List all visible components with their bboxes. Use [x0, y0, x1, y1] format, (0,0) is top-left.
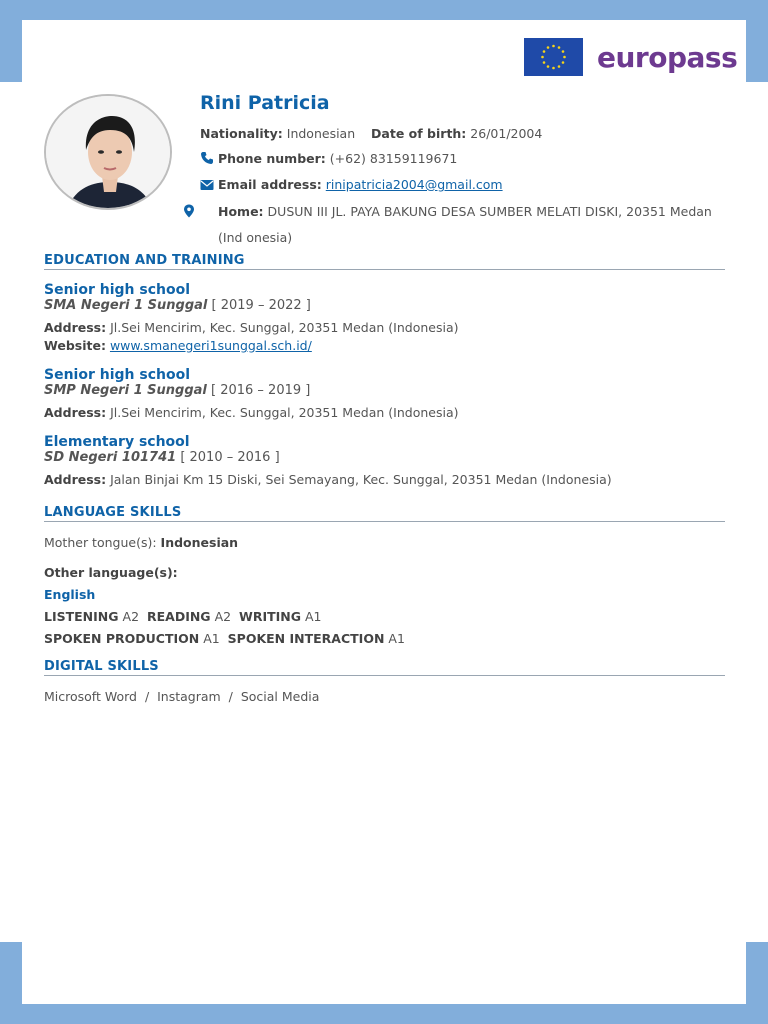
envelope-icon	[200, 175, 214, 200]
spoken-interaction-level: A1	[388, 631, 405, 646]
nationality-label: Nationality:	[200, 126, 283, 141]
dob-label: Date of birth:	[371, 126, 467, 141]
digital-skill: Instagram	[157, 689, 221, 704]
phone-value: (+62) 83159119671	[329, 150, 458, 166]
writing-level: A1	[304, 609, 322, 624]
listening-level: A2	[122, 609, 140, 624]
education-section	[44, 253, 725, 489]
email-label: Email address:	[218, 177, 322, 192]
page-band-right	[746, 82, 768, 942]
eu-flag-icon	[524, 38, 583, 76]
education-entry	[44, 282, 725, 355]
education-entry-dates: [ 2010 – 2016 ]	[180, 450, 280, 465]
education-entry-org-line	[44, 450, 725, 465]
person-name: Rini Patricia	[200, 92, 330, 114]
language-name: English	[44, 587, 96, 602]
profile-photo	[44, 94, 172, 210]
address-value: Jl.Sei Mencirim, Kec. Sunggal, 20351 Medan (Indonesia)	[110, 405, 459, 420]
spoken-production-level: A1	[203, 631, 220, 646]
education-entry-dates: [ 2016 – 2019 ]	[211, 383, 311, 398]
address-label: Address:	[44, 405, 107, 420]
website-label: Website:	[44, 338, 106, 353]
education-entry-org: SMA Negeri 1 Sunggal	[44, 298, 208, 313]
education-entry-title: Senior high school	[44, 282, 191, 298]
language-levels-line-1	[44, 606, 725, 628]
mother-tongue-label: Mother tongue(s):	[44, 535, 157, 550]
education-entry	[44, 434, 725, 489]
digital-section	[44, 659, 725, 708]
home-value: DUSUN III JL. PAYA BAKUNG DESA SUMBER MELATI DISKI, 20351 Medan (Ind onesia)	[218, 203, 712, 245]
mother-tongue-value: Indonesian	[160, 535, 239, 550]
address-label: Address:	[44, 472, 107, 487]
location-pin-icon	[200, 202, 214, 227]
education-entry-org-line	[44, 383, 725, 398]
education-entry-dates: [ 2019 – 2022 ]	[211, 298, 311, 313]
digital-skill: Social Media	[240, 689, 320, 704]
education-entry	[44, 367, 725, 422]
listening-label: LISTENING	[44, 609, 119, 624]
dob-value: 26/01/2004	[470, 126, 543, 141]
home-label: Home:	[218, 203, 264, 219]
page-band-left	[0, 82, 22, 942]
education-entry-org: SMP Negeri 1 Sunggal	[44, 383, 207, 398]
spoken-interaction-label: SPOKEN INTERACTION	[227, 631, 385, 646]
education-entry-org-line	[44, 298, 725, 313]
address-value: Jalan Binjai Km 15 Diski, Sei Semayang, Kec. Sunggal, 20351 Medan (Indonesia)	[110, 472, 612, 487]
digital-skills-line	[44, 686, 725, 708]
education-entry-title: Senior high school	[44, 367, 191, 383]
phone-line	[200, 147, 730, 174]
email-line	[200, 173, 730, 200]
europass-wordmark: europass	[597, 40, 738, 74]
language-heading: LANGUAGE SKILLS	[44, 505, 725, 522]
address-label: Address:	[44, 320, 107, 335]
mother-tongue-line	[44, 532, 725, 554]
digital-skill: Microsoft Word	[44, 689, 137, 704]
nationality-line	[200, 122, 730, 147]
other-languages-label-line	[44, 562, 725, 584]
other-languages-label: Other language(s):	[44, 565, 178, 580]
reading-level: A2	[214, 609, 232, 624]
language-levels-line-2	[44, 628, 725, 650]
nationality-value: Indonesian	[286, 126, 356, 141]
phone-icon	[200, 149, 214, 174]
europass-logo	[524, 38, 737, 76]
digital-heading: DIGITAL SKILLS	[44, 659, 725, 676]
education-entry-org: SD Negeri 101741	[44, 450, 177, 465]
phone-label: Phone number:	[218, 150, 326, 166]
personal-info	[200, 92, 730, 251]
home-line	[200, 200, 730, 251]
cv-page	[22, 20, 746, 1004]
website-link[interactable]: www.smanegeri1sunggal.sch.id/	[109, 338, 312, 353]
reading-label: READING	[146, 609, 211, 624]
skill-separator: /	[144, 689, 150, 704]
address-value: Jl.Sei Mencirim, Kec. Sunggal, 20351 Medan (Indonesia)	[110, 320, 459, 335]
education-entry-title: Elementary school	[44, 434, 190, 450]
education-entry-address-line	[44, 404, 725, 422]
education-entry-address-line	[44, 471, 725, 489]
skill-separator: /	[228, 689, 233, 704]
education-entry-website-line	[44, 337, 725, 355]
writing-label: WRITING	[239, 609, 301, 624]
spoken-production-label: SPOKEN PRODUCTION	[44, 631, 200, 646]
language-section	[44, 505, 725, 650]
education-heading: EDUCATION AND TRAINING	[44, 253, 725, 270]
email-link[interactable]: rinipatricia2004@gmail.com	[325, 177, 503, 192]
education-entry-address-line	[44, 319, 725, 337]
